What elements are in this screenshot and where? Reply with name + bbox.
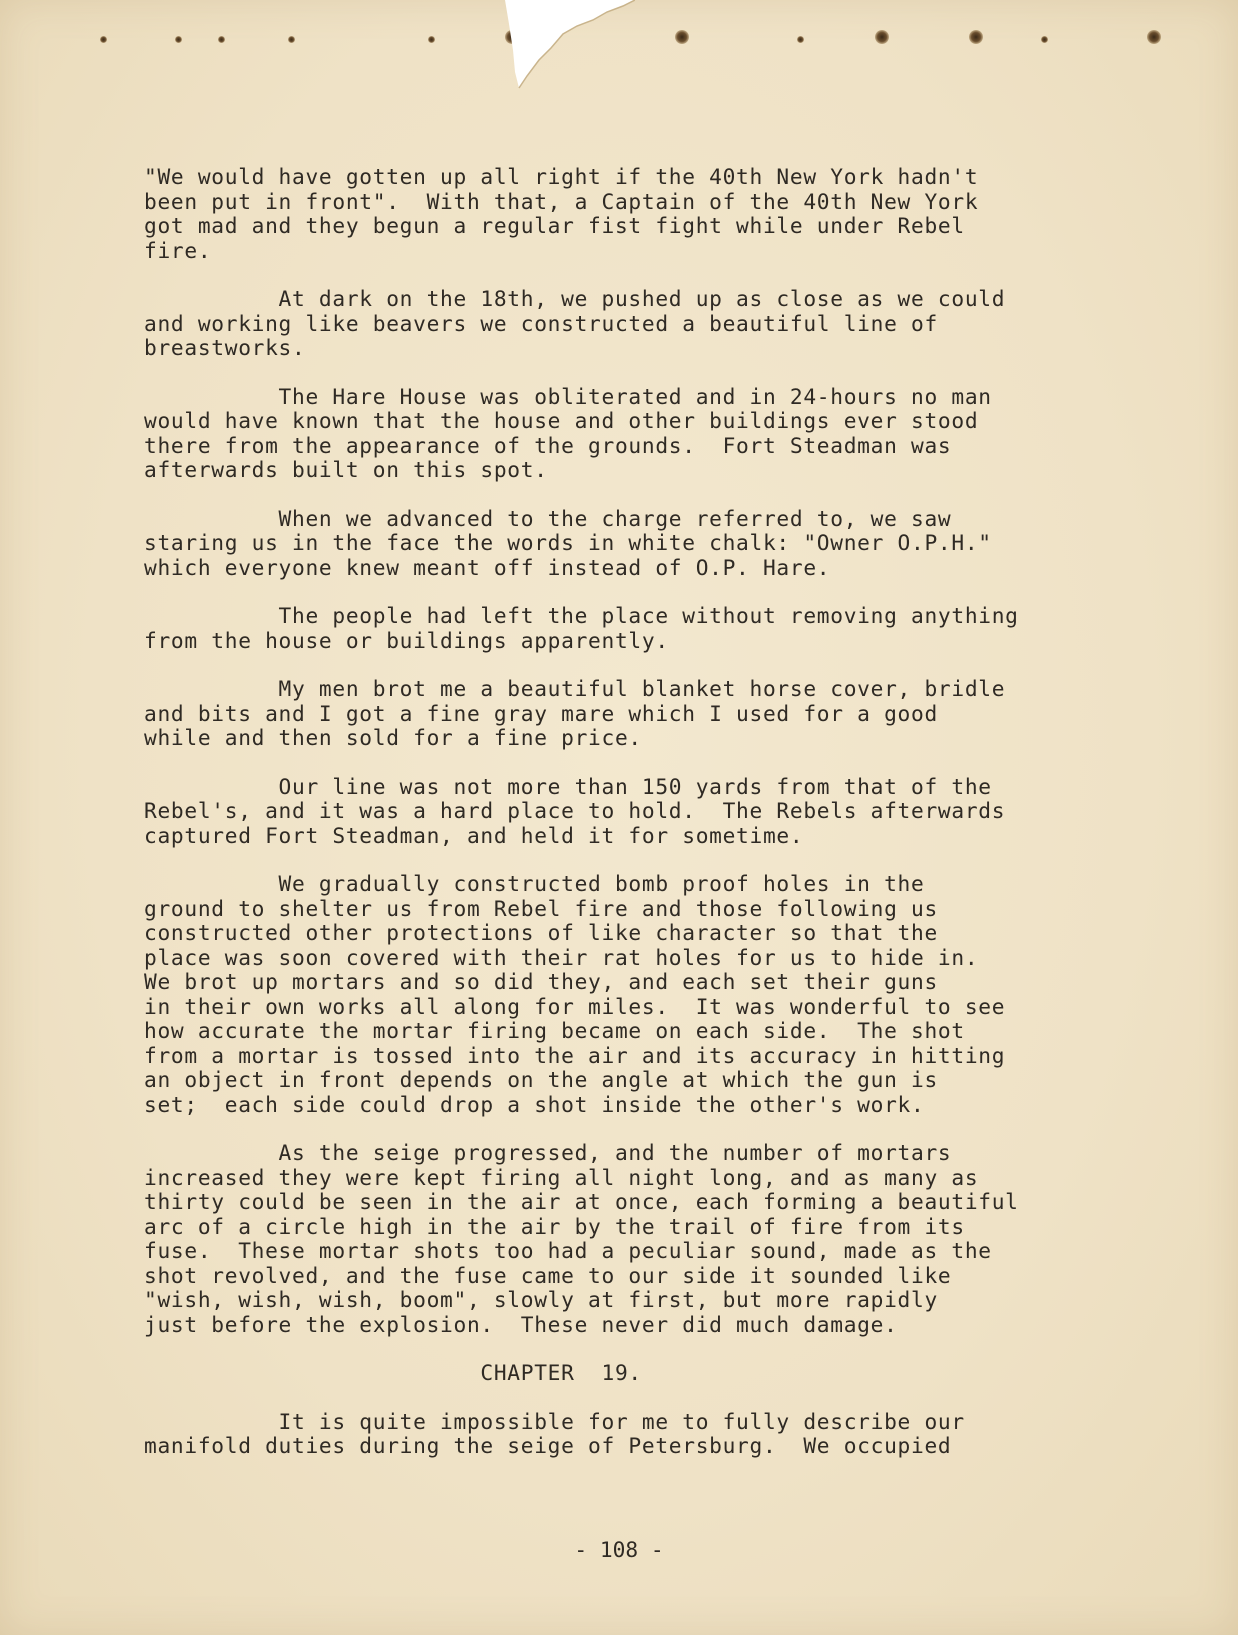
paragraph: The people had left the place without removing anything from the house or buildings apparently. xyxy=(144,603,1019,653)
binder-hole-icon xyxy=(100,36,107,43)
document-body xyxy=(144,165,1144,1483)
binder-hole-icon xyxy=(797,36,804,43)
paragraph: The Hare House was obliterated and in 24-hours no man would have known that the house and other buildings ever stood there from the appearance of the grounds. Fort Steadman was afterwards built on this spot. xyxy=(144,383,992,482)
binder-hole-icon xyxy=(969,30,983,44)
binder-hole-icon xyxy=(288,36,295,43)
chapter-heading: CHAPTER 19. xyxy=(144,1360,642,1385)
paragraph: At dark on the 18th, we pushed up as close as we could and working like beavers we constructed a beautiful line of breastworks. xyxy=(144,286,1006,360)
paragraph: As the seige progressed, and the number of mortars increased they were kept firing all night long, and as many as thirty could be seen in the air at once, each forming a beautiful arc of a circle high in the air by the trail of fire from its fuse. These mortar shots too had a peculiar sound, made as the shot revolved, and the fuse came to our side it sounded like "wish, wish, wish, boom", slowly at first, but more rapidly just before the explosion. These never did much damage. xyxy=(144,1140,1019,1337)
paragraph: "We would have gotten up all right if the 40th New York hadn't been put in front". With that, a Captain of the 40th New York got mad and they begun a regular fist fight while under Rebel fire. xyxy=(144,164,979,263)
paragraph: My men brot me a beautiful blanket horse cover, bridle and bits and I got a fine gray mare which I used for a good while and then sold for a fine price. xyxy=(144,676,1006,750)
binder-hole-icon xyxy=(175,36,182,43)
binder-hole-icon xyxy=(875,30,889,44)
paragraph: We gradually constructed bomb proof holes in the ground to shelter us from Rebel fire and those following us constructed other protections of like character so that the place was soon covered with their rat holes for us to hide in. We brot up mortars and so did they, and each set their guns in their own works all along for miles. It was wonderful to see how accurate the mortar firing became on each side. The shot from a mortar is tossed into the air and its accuracy in hitting an object in front depends on the angle at which the gun is set; each side could drop a shot inside the other's work. xyxy=(144,871,1006,1117)
page-number: - 108 - xyxy=(574,1537,664,1562)
binder-hole-icon xyxy=(1147,30,1161,44)
paragraph: It is quite impossible for me to fully describe our manifold duties during the seige of Petersburg. We occupied xyxy=(144,1408,965,1458)
binder-hole-icon xyxy=(428,36,435,43)
paragraph: When we advanced to the charge referred to, we saw staring us in the face the words in white chalk: "Owner O.P.H." which everyone knew meant off instead of O.P. Hare. xyxy=(144,505,992,580)
paragraph: Our line was not more than 150 yards from that of the Rebel's, and it was a hard place to hold. The Rebels afterwards captured Fort Steadman, and held it for sometime. xyxy=(144,773,1006,848)
binder-hole-icon xyxy=(675,30,689,44)
torn-paper-icon xyxy=(505,0,635,90)
binder-hole-icon xyxy=(218,36,225,43)
binder-hole-icon xyxy=(1041,36,1048,43)
